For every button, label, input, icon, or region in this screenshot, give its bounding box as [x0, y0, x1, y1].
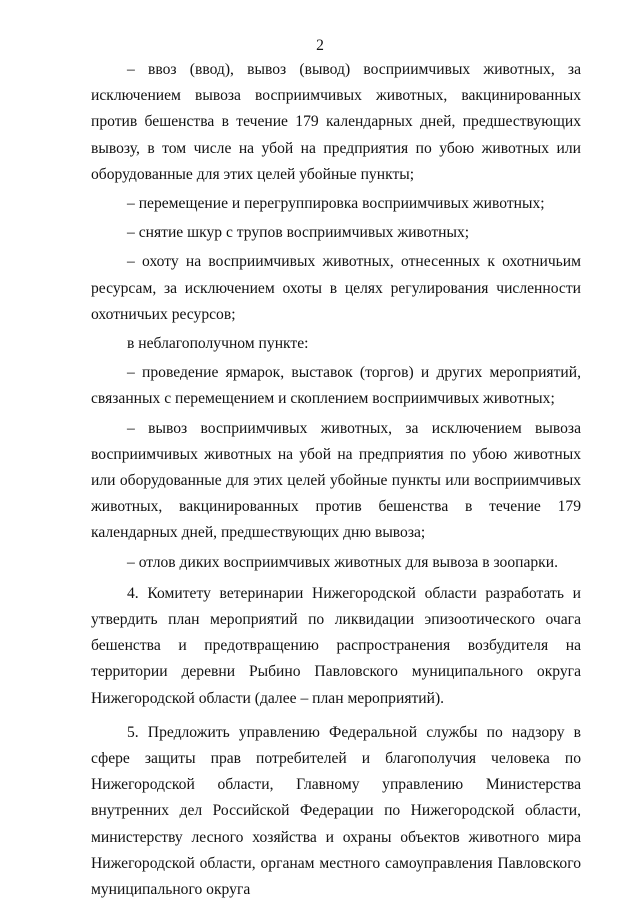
paragraph-skinning-ban: – снятие шкур с трупов восприимчивых животных; [127, 224, 470, 242]
document-body [91, 57, 581, 903]
page-number: 2 [316, 37, 324, 54]
paragraph-capture-ban: – отлов диких восприимчивых животных для вывоза в зоопарки. [127, 553, 558, 571]
paragraph-movement-ban: – перемещение и перегруппировка восприимчивых животных; [127, 195, 545, 213]
paragraph-item-5: 5. Предложить управлению Федеральной службы по надзору в сфере защиты прав потребителей и благополучия человека по Нижегородской области, Главному управлению Министерства внутренних дел Российской Федерации по Нижегородской области, министерству лесного хозяйства и охраны объектов животного мира Нижегородской области, органам местного самоуправления Павловского муниципального округа [91, 723, 581, 899]
paragraph-export-ban: – вывоз восприимчивых животных, за исключением вывоза восприимчивых животных на убой на предприятия по убою животных или оборудованные для этих целей убойные пункты или восприимчивых животных, вакцинированных против бешенства в течение 179 календарных дней, предшествующих дню вывоза; [91, 419, 581, 542]
paragraph-fairs-ban: – проведение ярмарок, выставок (торгов) и других мероприятий, связанных с перемещением и скоплением восприимчивых животных; [91, 364, 581, 408]
paragraph-item-4: 4. Комитету ветеринарии Нижегородской области разработать и утвердить план мероприятий по ликвидации эпизоотического очага бешенства и предотвращению распространения возбудителя на территории деревни Рыбино Павловского муниципального округа Нижегородской области (далее – план мероприятий). [91, 584, 581, 707]
paragraph-hunting-ban: – охоту на восприимчивых животных, отнесенных к охотничьим ресурсам, за исключением охоты в целях регулирования численности охотничьих ресурсов; [91, 253, 581, 323]
paragraph-unfavorable-point-heading: в неблагополучном пункте: [127, 335, 309, 353]
paragraph-import-export-ban: – ввоз (ввод), вывоз (вывод) восприимчивых животных, за исключением вывоза восприимчивых животных, вакцинированных против бешенства в течение 179 календарных дней, предшествующих вывозу, в том числе на убой на предприятия по убою животных или оборудованные для этих целей убойные пункты; [91, 61, 581, 183]
